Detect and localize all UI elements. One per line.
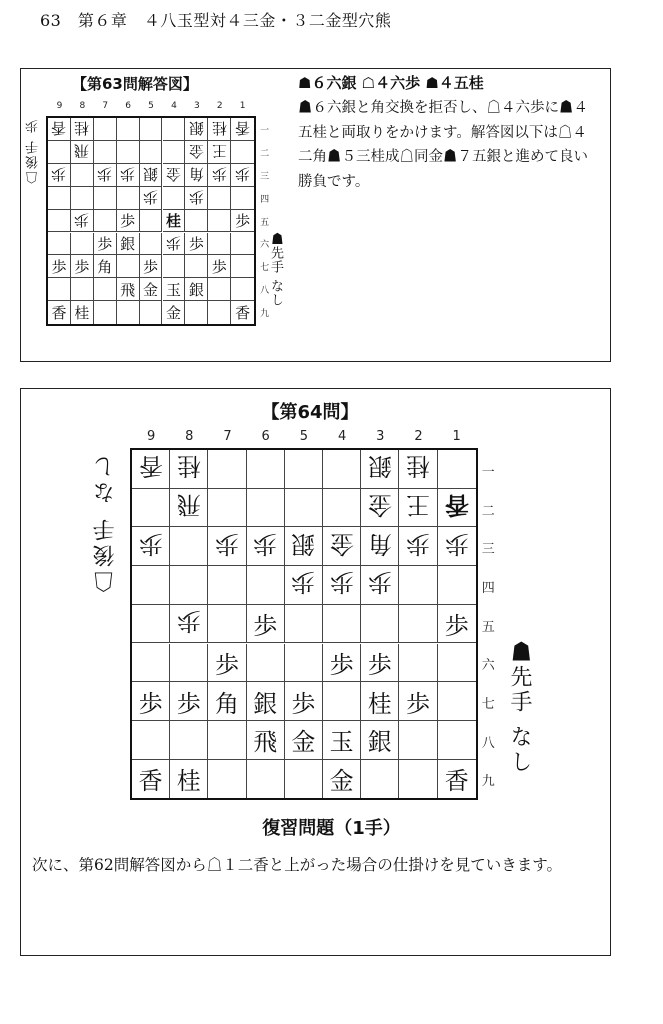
board-cell (71, 255, 94, 278)
board-cell (438, 682, 476, 721)
gote-piece: 歩 (444, 529, 469, 558)
sente-piece: 歩 (367, 650, 392, 679)
board-cell (71, 278, 94, 301)
board-cell (185, 164, 208, 187)
board-cell (170, 760, 208, 799)
problem-64-sente-hand: ☗先手 なし (507, 640, 532, 775)
board-64 (130, 448, 478, 800)
gote-piece: 歩 (120, 165, 136, 184)
board-cell (285, 489, 323, 528)
column-label: 5 (299, 429, 309, 444)
gote-piece: 桂 (211, 119, 227, 138)
page-header: 63 第６章 ４八玉型対４三金・３二金型穴熊 (40, 11, 392, 30)
gote-piece: 香 (235, 119, 251, 138)
board-cell (208, 187, 231, 210)
board-cell (361, 721, 399, 760)
column-label: 6 (125, 101, 131, 111)
board-cell (399, 450, 437, 489)
gote-piece: 銀 (291, 529, 316, 558)
board-cell (140, 278, 163, 301)
board-cell (247, 682, 285, 721)
board-cell (71, 233, 94, 256)
board-cell (170, 682, 208, 721)
board-cell (170, 721, 208, 760)
problem-64-gote-hand: ☖後手 なし (93, 452, 118, 593)
board-cell (163, 118, 186, 141)
sente-piece: 桂 (74, 304, 90, 323)
board-cell (208, 118, 231, 141)
column-label: 8 (185, 429, 194, 444)
sente-piece: 歩 (253, 612, 278, 641)
board-cell (361, 644, 399, 683)
board-cell (208, 450, 246, 489)
gote-piece: 金 (165, 165, 181, 184)
board-cell (208, 644, 246, 683)
board-cell (285, 644, 323, 683)
board-cell (48, 210, 71, 233)
sente-piece: 香 (51, 304, 67, 323)
board-cell (140, 187, 163, 210)
board-cell (231, 118, 254, 141)
board-cell (231, 164, 254, 187)
board-cell (132, 760, 170, 799)
board-cell (323, 721, 361, 760)
board-cell (399, 760, 437, 799)
board-cell (323, 605, 361, 644)
board-cell (117, 164, 140, 187)
board-cell (323, 450, 361, 489)
sente-piece: 歩 (176, 689, 201, 718)
board-cell (140, 164, 163, 187)
board-cell (163, 210, 186, 233)
board-cell (117, 187, 140, 210)
board-cell (285, 605, 323, 644)
column-label: 7 (223, 429, 232, 444)
board-cell (163, 164, 186, 187)
board-cell (140, 255, 163, 278)
board-cell (94, 210, 117, 233)
board-cell (163, 233, 186, 256)
board-cell (170, 489, 208, 528)
review-problem-text: 次に、第62問解答図から☖１二香と上がった場合の仕掛けを見ていきます。 (32, 856, 562, 874)
board-cell (132, 682, 170, 721)
board-cell (94, 187, 117, 210)
sente-piece: 歩 (214, 650, 239, 679)
gote-piece: 銀 (367, 452, 392, 481)
gote-piece: 香 (138, 452, 163, 481)
sente-piece: 玉 (329, 728, 354, 757)
board-cell (117, 278, 140, 301)
board-cell (361, 760, 399, 799)
board-cell (48, 233, 71, 256)
gote-piece: 飛 (74, 142, 90, 161)
board-cell (208, 278, 231, 301)
row-label: 六 (481, 658, 495, 674)
problem-63-gote-hand: ☖後手 歩 (26, 118, 41, 185)
sente-piece: 歩 (211, 257, 227, 276)
board-cell (399, 682, 437, 721)
row-label: 七 (260, 263, 270, 274)
sente-piece: 歩 (51, 257, 67, 276)
board-cell (323, 682, 361, 721)
board-cell (140, 233, 163, 256)
board-cell (117, 118, 140, 141)
board-cell (132, 489, 170, 528)
gote-piece: 銀 (188, 119, 204, 138)
board-cell (438, 489, 476, 528)
board-cell (247, 721, 285, 760)
sente-piece: 飛 (253, 728, 278, 757)
gote-piece: 歩 (51, 165, 67, 184)
sente-piece: 歩 (405, 689, 430, 718)
gote-piece: 歩 (291, 568, 316, 597)
sente-piece: 桂 (367, 689, 392, 718)
board-cell (231, 255, 254, 278)
gote-piece: 歩 (97, 165, 113, 184)
board-cell (323, 489, 361, 528)
gote-piece: 飛 (176, 491, 201, 520)
board-cell (323, 566, 361, 605)
sente-piece: 金 (291, 728, 316, 757)
row-label: 七 (481, 697, 495, 713)
sente-piece: 歩 (120, 212, 136, 231)
board-cell (94, 255, 117, 278)
sente-piece: 金 (165, 304, 181, 323)
row-label: 九 (481, 774, 495, 790)
board-cell (185, 255, 208, 278)
gote-piece: 桂 (74, 119, 90, 138)
board-cell (285, 527, 323, 566)
sente-piece: 歩 (97, 234, 113, 253)
board-cell (247, 527, 285, 566)
board-cell (247, 450, 285, 489)
sente-piece: 歩 (74, 257, 90, 276)
board-cell (438, 721, 476, 760)
board-cell (140, 118, 163, 141)
board-cell (48, 164, 71, 187)
board-cell (117, 301, 140, 324)
column-label: 1 (239, 101, 246, 111)
column-label: 4 (171, 101, 177, 111)
gote-piece: 歩 (74, 211, 90, 230)
board-cell (438, 450, 476, 489)
sente-piece: 歩 (188, 234, 204, 253)
board-cell (71, 164, 94, 187)
gote-piece: 王 (211, 142, 227, 161)
sente-piece: 歩 (329, 650, 354, 679)
board-cell (132, 605, 170, 644)
board-cell (48, 187, 71, 210)
board-cell (117, 141, 140, 164)
row-label: 二 (481, 503, 495, 519)
board-cell (208, 760, 246, 799)
board-cell (48, 141, 71, 164)
gote-piece: 歩 (405, 529, 430, 558)
column-label: 2 (414, 429, 423, 444)
gote-piece: 歩 (253, 529, 278, 558)
row-label: 八 (481, 735, 495, 751)
gote-piece: 金 (329, 529, 354, 558)
board-cell (361, 605, 399, 644)
problem-63-moves: ☗６六銀 ☖４六歩 ☗４五桂 (298, 74, 484, 92)
board-cell (361, 489, 399, 528)
board-cell (208, 233, 231, 256)
board-cell (399, 489, 437, 528)
board-cell (170, 450, 208, 489)
board-cell (185, 118, 208, 141)
board-cell (71, 141, 94, 164)
board-cell (117, 210, 140, 233)
board-cell (132, 721, 170, 760)
board-cell (185, 141, 208, 164)
board-63 (46, 116, 256, 326)
board-cell (48, 118, 71, 141)
sente-piece: 桂 (176, 767, 201, 796)
board-cell (438, 566, 476, 605)
sente-piece: 角 (214, 689, 239, 718)
board-cell (208, 721, 246, 760)
row-label: 五 (481, 619, 495, 635)
board-cell (247, 489, 285, 528)
board-cell (94, 233, 117, 256)
row-label: 三 (260, 171, 270, 182)
board-cell (170, 527, 208, 566)
board-cell (231, 141, 254, 164)
board-cell (132, 566, 170, 605)
board-cell (323, 527, 361, 566)
board-cell (208, 682, 246, 721)
board-cell (361, 527, 399, 566)
row-label: 一 (481, 464, 495, 480)
gote-piece: 歩 (143, 188, 159, 207)
column-label: 2 (216, 101, 223, 111)
sente-piece: 香 (444, 767, 469, 796)
board-cell (208, 527, 246, 566)
column-label: 4 (337, 429, 347, 444)
gote-piece: 銀 (143, 165, 159, 184)
row-label: 五 (260, 217, 270, 228)
column-label: 8 (79, 101, 86, 111)
board-cell (438, 644, 476, 683)
row-label: 二 (260, 148, 270, 159)
column-label: 3 (193, 101, 200, 111)
gote-piece: 角 (367, 529, 392, 558)
gote-piece: 香 (51, 119, 67, 138)
column-label: 1 (452, 429, 461, 444)
gote-piece: 金 (188, 142, 204, 161)
board-cell (170, 605, 208, 644)
problem-63-title: 【第63問解答図】 (72, 75, 198, 93)
board-cell (132, 644, 170, 683)
board-cell (285, 450, 323, 489)
column-label: 5 (148, 101, 154, 111)
sente-piece: 金 (329, 767, 354, 796)
board-cell (185, 233, 208, 256)
board-cell (140, 210, 163, 233)
board-cell (71, 118, 94, 141)
board-cell (71, 301, 94, 324)
sente-piece: 金 (143, 280, 159, 299)
board-cell (231, 187, 254, 210)
board-cell (399, 605, 437, 644)
gote-piece: 香 (444, 491, 469, 521)
gote-piece: 金 (367, 491, 392, 520)
problem-63-sente-hand: ☗先手 なし (268, 232, 283, 308)
row-label: 八 (260, 286, 270, 297)
sente-piece: 歩 (138, 689, 163, 718)
board-cell (170, 644, 208, 683)
board-cell (208, 210, 231, 233)
board-cell (208, 255, 231, 278)
gote-piece: 歩 (165, 233, 181, 252)
gote-piece: 桂 (405, 452, 430, 481)
sente-piece: 銀 (367, 728, 392, 757)
sente-piece: 銀 (120, 234, 136, 253)
sente-piece: 歩 (143, 257, 159, 276)
sente-piece: 玉 (165, 280, 181, 299)
board-cell (361, 566, 399, 605)
board-cell (438, 605, 476, 644)
row-label: 六 (260, 240, 270, 251)
board-cell (94, 118, 117, 141)
board-cell (71, 187, 94, 210)
board-cell (132, 527, 170, 566)
gote-piece: 角 (188, 165, 204, 184)
board-cell (285, 721, 323, 760)
board-cell (208, 605, 246, 644)
board-cell (140, 141, 163, 164)
row-label: 四 (481, 580, 495, 596)
gote-piece: 歩 (214, 529, 239, 558)
board-cell (208, 566, 246, 605)
board-cell (94, 301, 117, 324)
gote-piece: 歩 (138, 529, 163, 558)
sente-piece: 銀 (188, 280, 204, 299)
board-cell (208, 489, 246, 528)
sente-piece: 桂 (165, 212, 181, 231)
problem-64-title: 【第64問】 (261, 402, 359, 423)
board-cell (185, 187, 208, 210)
row-label: 一 (260, 125, 270, 136)
board-cell (285, 682, 323, 721)
board-cell (48, 255, 71, 278)
board-cell (94, 164, 117, 187)
board-cell (117, 233, 140, 256)
gote-piece: 王 (405, 491, 430, 520)
board-cell (208, 301, 231, 324)
sente-piece: 歩 (444, 612, 469, 641)
board-cell (163, 255, 186, 278)
board-cell (231, 210, 254, 233)
board-cell (399, 566, 437, 605)
board-cell (163, 301, 186, 324)
problem-63-explanation: ☗６六銀と角交換を拒否し、☖４六歩に☗４五桂と両取りをかけます。解答図以下は☖４二角☗５三桂成☖同金☗７五銀と進めて良い勝負です。 (298, 100, 588, 190)
row-label: 三 (481, 542, 495, 558)
board-cell (170, 566, 208, 605)
board-cell (438, 527, 476, 566)
board-cell (399, 527, 437, 566)
gote-piece: 歩 (176, 607, 201, 636)
board-cell (285, 760, 323, 799)
row-label: 九 (260, 309, 270, 320)
board-cell (208, 164, 231, 187)
board-cell (48, 278, 71, 301)
board-cell (117, 255, 140, 278)
gote-piece: 歩 (367, 568, 392, 597)
board-cell (163, 187, 186, 210)
board-cell (185, 301, 208, 324)
gote-piece: 歩 (188, 188, 204, 207)
review-problem-title: 復習問題（1手） (262, 818, 401, 839)
column-label: 7 (102, 101, 109, 111)
gote-piece: 歩 (211, 165, 227, 184)
board-cell (231, 233, 254, 256)
board-cell (399, 644, 437, 683)
sente-piece: 香 (235, 304, 251, 323)
board-cell (71, 210, 94, 233)
sente-piece: 歩 (235, 212, 251, 231)
board-cell (231, 301, 254, 324)
gote-piece: 歩 (235, 165, 251, 184)
column-label: 9 (146, 429, 156, 444)
board-cell (231, 278, 254, 301)
board-cell (185, 210, 208, 233)
board-cell (185, 278, 208, 301)
board-cell (247, 760, 285, 799)
board-cell (399, 721, 437, 760)
board-cell (247, 644, 285, 683)
column-label: 3 (376, 429, 385, 444)
board-cell (247, 605, 285, 644)
board-cell (285, 566, 323, 605)
row-label: 四 (260, 194, 270, 205)
board-cell (132, 450, 170, 489)
board-cell (361, 450, 399, 489)
gote-piece: 歩 (329, 568, 354, 597)
board-cell (94, 278, 117, 301)
board-cell (247, 566, 285, 605)
sente-piece: 飛 (120, 280, 136, 299)
sente-piece: 角 (97, 257, 113, 276)
board-cell (208, 141, 231, 164)
gote-piece: 桂 (176, 452, 201, 481)
board-cell (48, 301, 71, 324)
board-cell (438, 760, 476, 799)
board-cell (323, 760, 361, 799)
sente-piece: 歩 (291, 689, 316, 718)
column-label: 9 (56, 101, 63, 111)
sente-piece: 銀 (253, 689, 278, 718)
board-cell (361, 682, 399, 721)
board-cell (163, 141, 186, 164)
board-cell (94, 141, 117, 164)
board-cell (163, 278, 186, 301)
board-cell (140, 301, 163, 324)
sente-piece: 香 (138, 767, 163, 796)
board-cell (323, 644, 361, 683)
column-label: 6 (261, 429, 270, 444)
